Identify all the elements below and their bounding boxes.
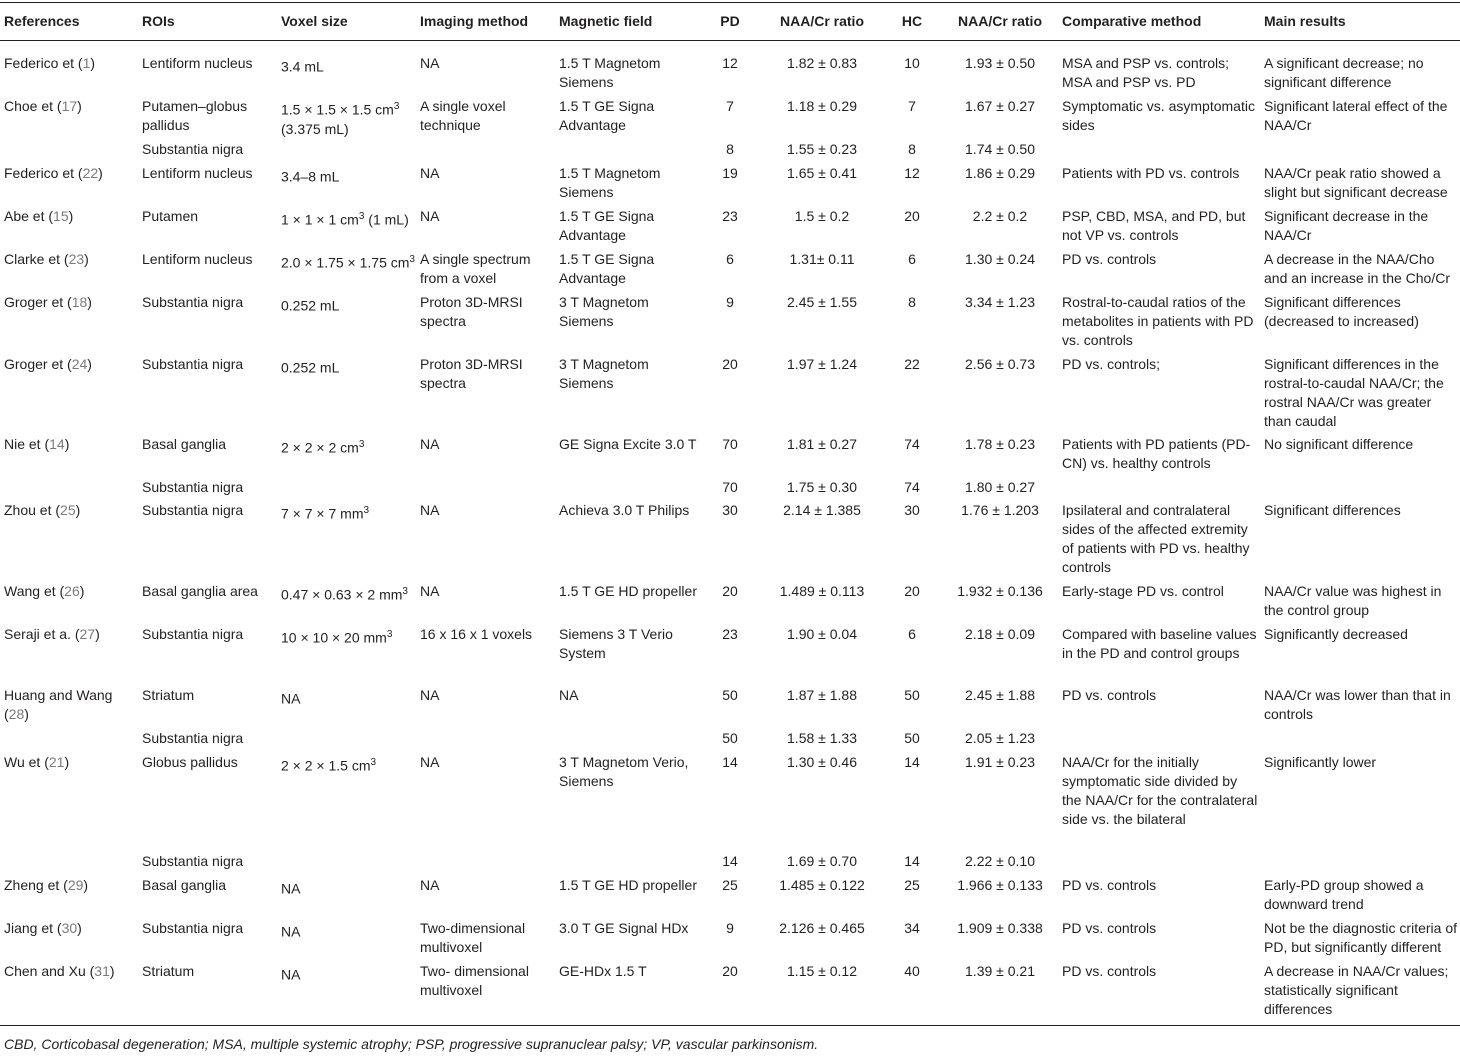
row-pd-count: 70 — [722, 436, 738, 452]
row-pd-count: 30 — [722, 502, 738, 518]
row-imaging-method: NA — [420, 583, 440, 599]
row-main-results: Significantly lower — [1264, 754, 1377, 770]
row-pd-count: 50 — [722, 687, 738, 703]
row-pd-count: 19 — [722, 165, 738, 181]
reference-close: ) — [98, 165, 103, 181]
voxel-extra: (1 mL) — [364, 211, 409, 228]
row-pd-count: 20 — [722, 583, 738, 599]
header-voxel-size: Voxel size — [281, 13, 348, 29]
row-magnetic-field: 1.5 T GE HD propeller — [559, 877, 697, 893]
voxel-value: 3.4–8 mL — [281, 168, 340, 185]
row-reference — [4, 686, 138, 724]
citation-number: 30 — [61, 920, 78, 936]
citation-number: 23 — [68, 251, 85, 267]
reference-text: Seraji et a. ( — [4, 626, 80, 642]
row-comparative-method: Rostral-to-caudal ratios of the metabolites in patients with PD vs. controls — [1062, 294, 1254, 348]
voxel-value: 1.5 × 1.5 × 1.5 cm — [281, 101, 394, 118]
row-roi: Substantia nigra — [142, 479, 244, 495]
header-references: References — [4, 13, 80, 29]
row-roi: Putamen–globus pallidus — [142, 98, 248, 133]
row-reference — [4, 435, 138, 454]
row-voxel-size — [281, 582, 415, 605]
row-comparative-method: Symptomatic vs. asymptomatic sides — [1062, 98, 1255, 133]
row-voxel-size — [281, 501, 415, 524]
table-top-rule — [0, 2, 1460, 3]
row-reference — [4, 355, 138, 374]
citation-number: 26 — [64, 583, 80, 599]
voxel-value: NA — [281, 690, 301, 707]
row-pd-naa-cr-ratio: 2.14 ± 1.385 — [783, 502, 861, 518]
row-magnetic-field: 1.5 T Magnetom Siemens — [559, 165, 661, 200]
reference-text: Federico et ( — [4, 165, 83, 181]
row-hc-naa-cr-ratio: 1.91 ± 0.23 — [965, 754, 1035, 770]
row-pd-naa-cr-ratio: 1.15 ± 0.12 — [787, 963, 857, 979]
row-magnetic-field: Siemens 3 T Verio System — [559, 626, 673, 661]
header-magnetic-field: Magnetic field — [559, 13, 653, 29]
reference-text: Wu et ( — [4, 754, 49, 770]
row-main-results: Significant decrease in the NAA/Cr — [1264, 208, 1429, 243]
reference-text: Abe et ( — [4, 208, 54, 224]
row-hc-count: 74 — [904, 479, 920, 495]
row-pd-naa-cr-ratio: 2.45 ± 1.55 — [787, 294, 857, 310]
voxel-value: NA — [281, 966, 301, 983]
citation-number: 18 — [71, 294, 88, 310]
row-pd-naa-cr-ratio: 1.65 ± 0.41 — [787, 165, 857, 181]
row-hc-count: 6 — [908, 251, 916, 267]
row-magnetic-field: 1.5 T Magnetom Siemens — [559, 55, 661, 90]
reference-close: ) — [79, 583, 85, 599]
row-comparative-method: Early-stage PD vs. control — [1062, 583, 1224, 599]
row-pd-count: 23 — [722, 626, 738, 642]
row-pd-naa-cr-ratio: 1.18 ± 0.29 — [787, 98, 857, 114]
voxel-unit-superscript: 3 — [393, 101, 400, 112]
row-reference — [4, 919, 138, 938]
row-main-results: Significant differences (decreased to increased) — [1264, 294, 1419, 329]
citation-number: 28 — [8, 706, 25, 722]
row-hc-count: 10 — [904, 55, 920, 71]
row-voxel-size — [281, 207, 415, 230]
row-voxel-size — [281, 962, 415, 985]
reference-text: Zheng et ( — [4, 877, 68, 893]
row-pd-naa-cr-ratio: 1.5 ± 0.2 — [794, 208, 850, 224]
voxel-value: 2.0 × 1.75 × 1.75 cm — [281, 254, 410, 271]
row-roi: Substantia nigra — [142, 626, 244, 642]
row-hc-count: 22 — [904, 356, 920, 372]
row-magnetic-field: 3 T Magnetom Verio, Siemens — [559, 754, 689, 789]
row-roi: Striatum — [142, 687, 195, 703]
reference-close: ) — [77, 98, 82, 114]
row-imaging-method: Proton 3D-MRSI spectra — [420, 294, 523, 329]
row-magnetic-field: Achieva 3.0 T Philips — [559, 502, 690, 518]
voxel-value: 1 × 1 × 1 cm — [281, 211, 359, 228]
reference-close: ) — [90, 55, 96, 71]
row-magnetic-field: NA — [559, 687, 579, 703]
header-comparative-method: Comparative method — [1062, 13, 1202, 29]
row-hc-count: 8 — [908, 141, 916, 157]
header-pd: PD — [720, 13, 740, 29]
reference-text: Federico et ( — [4, 55, 83, 71]
row-reference — [4, 501, 138, 520]
row-hc-naa-cr-ratio: 1.78 ± 0.23 — [965, 436, 1035, 452]
table-bottom-rule — [0, 1025, 1460, 1026]
row-comparative-method: Ipsilateral and contralateral sides of the affected extremity of patients with PD vs. healthy controls — [1062, 502, 1250, 575]
row-pd-count: 9 — [726, 294, 734, 310]
voxel-unit-superscript: 3 — [402, 586, 408, 597]
row-roi: Substantia nigra — [142, 502, 244, 518]
row-main-results: A significant decrease; no significant difference — [1264, 55, 1424, 90]
row-magnetic-field: 1.5 T GE Signa Advantage — [559, 208, 655, 243]
row-pd-naa-cr-ratio: 1.485 ± 0.122 — [779, 877, 865, 893]
row-roi: Substantia nigra — [142, 141, 244, 157]
header-rule — [0, 40, 1460, 41]
row-roi: Globus pallidus — [142, 754, 238, 770]
row-pd-naa-cr-ratio: 1.55 ± 0.23 — [787, 141, 857, 157]
voxel-value: 0.252 mL — [281, 297, 340, 314]
citation-number: 21 — [48, 754, 65, 770]
row-reference — [4, 164, 138, 183]
voxel-extra: (3.375 mL) — [281, 120, 349, 137]
row-roi: Substantia nigra — [142, 730, 244, 746]
row-magnetic-field: 3 T Magnetom Siemens — [559, 294, 649, 329]
row-imaging-method: Two- dimensional multivoxel — [420, 963, 529, 998]
row-pd-count: 50 — [722, 730, 738, 746]
row-hc-naa-cr-ratio: 2.05 ± 1.23 — [965, 730, 1035, 746]
row-roi: Lentiform nucleus — [142, 251, 253, 267]
row-magnetic-field: GE Signa Excite 3.0 T — [559, 436, 697, 452]
row-roi: Substantia nigra — [142, 920, 244, 936]
row-pd-naa-cr-ratio: 1.90 ± 0.04 — [787, 626, 857, 642]
reference-close: ) — [109, 963, 115, 979]
header-imaging-method: Imaging method — [420, 13, 529, 29]
voxel-value: 2 × 2 × 2 cm — [281, 439, 359, 456]
row-hc-count: 20 — [904, 208, 920, 224]
row-roi: Basal ganglia — [142, 877, 227, 893]
row-imaging-method: NA — [420, 754, 440, 770]
row-voxel-size — [281, 625, 415, 648]
row-imaging-method: NA — [420, 208, 440, 224]
citation-number: 31 — [94, 963, 110, 979]
row-reference — [4, 97, 138, 116]
row-reference — [4, 207, 138, 226]
citation-number: 15 — [53, 208, 69, 224]
reference-text: Chen and Xu ( — [4, 963, 95, 979]
header-main-results: Main results — [1264, 13, 1346, 29]
row-hc-count: 14 — [904, 754, 920, 770]
row-hc-naa-cr-ratio: 2.18 ± 0.09 — [965, 626, 1035, 642]
reference-text: Groger et ( — [4, 294, 72, 310]
row-voxel-size — [281, 876, 415, 899]
citation-number: 27 — [79, 626, 96, 642]
voxel-value: 0.47 × 0.63 × 2 mm — [281, 586, 403, 603]
reference-text: Huang and Wang ( — [4, 687, 113, 722]
row-main-results: Early-PD group showed a downward trend — [1264, 877, 1424, 912]
row-voxel-size — [281, 164, 415, 187]
row-hc-count: 14 — [904, 853, 920, 869]
reference-close: ) — [64, 436, 70, 452]
citation-number: 29 — [67, 877, 84, 893]
row-hc-count: 34 — [904, 920, 920, 936]
voxel-value: 3.4 mL — [281, 58, 324, 75]
row-pd-count: 6 — [726, 251, 734, 267]
row-roi: Striatum — [142, 963, 195, 979]
reference-text: Wang et ( — [4, 583, 65, 599]
row-imaging-method: NA — [420, 436, 440, 452]
voxel-value: 7 × 7 × 7 mm — [281, 505, 364, 522]
row-hc-count: 12 — [904, 165, 920, 181]
row-comparative-method: Patients with PD patients (PD-CN) vs. healthy controls — [1062, 436, 1251, 471]
reference-close: ) — [84, 251, 89, 267]
reference-close: ) — [64, 754, 70, 770]
row-pd-count: 20 — [722, 356, 738, 372]
row-voxel-size — [281, 97, 415, 139]
row-main-results: Not be the diagnostic criteria of PD, but significantly different — [1264, 920, 1457, 955]
row-imaging-method: NA — [420, 55, 440, 71]
row-hc-count: 6 — [908, 626, 916, 642]
row-hc-count: 20 — [904, 583, 920, 599]
row-roi: Putamen — [142, 208, 199, 224]
row-hc-naa-cr-ratio: 1.966 ± 0.133 — [957, 877, 1043, 893]
row-pd-naa-cr-ratio: 1.31± 0.11 — [789, 251, 855, 267]
row-pd-naa-cr-ratio: 1.82 ± 0.83 — [787, 55, 857, 71]
reference-close: ) — [83, 877, 89, 893]
row-pd-naa-cr-ratio: 1.81 ± 0.27 — [787, 436, 857, 452]
header-hc: HC — [901, 13, 923, 29]
row-main-results: Significant lateral effect of the NAA/Cr — [1264, 98, 1448, 133]
voxel-unit-superscript: 3 — [386, 629, 393, 640]
row-reference — [4, 753, 138, 772]
reference-close: ) — [87, 356, 92, 372]
citation-number: 17 — [61, 98, 78, 114]
row-reference — [4, 293, 138, 312]
row-imaging-method: A single spectrum from a voxel — [420, 251, 531, 286]
row-imaging-method: NA — [420, 877, 440, 893]
row-pd-count: 70 — [722, 479, 738, 495]
voxel-unit-superscript: 3 — [358, 211, 365, 222]
row-voxel-size — [281, 293, 415, 316]
voxel-unit-superscript: 3 — [363, 505, 370, 516]
reference-text: Jiang et ( — [4, 920, 62, 936]
row-hc-naa-cr-ratio: 1.30 ± 0.24 — [965, 251, 1035, 267]
row-hc-count: 74 — [904, 436, 920, 452]
row-hc-naa-cr-ratio: 2.56 ± 0.73 — [965, 356, 1035, 372]
row-main-results: Significant differences — [1264, 502, 1401, 518]
row-magnetic-field: GE-HDx 1.5 T — [559, 963, 647, 979]
reference-text: Clarke et ( — [4, 251, 69, 267]
reference-text: Groger et ( — [4, 356, 72, 372]
row-comparative-method: PD vs. controls — [1062, 963, 1157, 979]
voxel-unit-superscript: 3 — [358, 439, 365, 450]
row-roi: Substantia nigra — [142, 294, 244, 310]
voxel-unit-superscript: 3 — [370, 757, 377, 768]
row-hc-count: 40 — [904, 963, 920, 979]
citation-number: 25 — [60, 502, 76, 518]
row-voxel-size — [281, 435, 415, 458]
row-hc-naa-cr-ratio: 1.67 ± 0.27 — [965, 98, 1035, 114]
row-magnetic-field: 3.0 T GE Signal HDx — [559, 920, 689, 936]
row-voxel-size — [281, 250, 415, 273]
row-main-results: No significant difference — [1264, 436, 1414, 452]
table-footnote: CBD, Corticobasal degeneration; MSA, multiple systemic atrophy; PSP, progressive supranuclear palsy; VP, vascular parkinsonism. — [4, 1036, 819, 1052]
row-hc-naa-cr-ratio: 1.909 ± 0.338 — [957, 920, 1043, 936]
reference-close: ) — [24, 706, 29, 722]
row-roi: Lentiform nucleus — [142, 55, 253, 71]
row-pd-naa-cr-ratio: 1.58 ± 1.33 — [787, 730, 857, 746]
reference-close: ) — [75, 502, 81, 518]
row-pd-count: 25 — [722, 877, 738, 893]
row-main-results: NAA/Cr value was highest in the control group — [1264, 583, 1442, 618]
header-hc-naa-cr-ratio: NAA/Cr ratio — [957, 13, 1042, 29]
row-roi: Lentiform nucleus — [142, 165, 253, 181]
row-reference — [4, 625, 138, 644]
row-hc-naa-cr-ratio: 2.22 ± 0.10 — [965, 853, 1035, 869]
row-hc-naa-cr-ratio: 1.74 ± 0.50 — [965, 141, 1035, 157]
voxel-value: 10 × 10 × 20 mm — [281, 629, 387, 646]
row-pd-naa-cr-ratio: 1.87 ± 1.88 — [787, 687, 857, 703]
row-imaging-method: NA — [420, 165, 440, 181]
row-reference — [4, 54, 138, 73]
header-pd-naa-cr-ratio: NAA/Cr ratio — [779, 13, 864, 29]
row-pd-count: 8 — [726, 141, 734, 157]
reference-text: Nie et ( — [4, 436, 50, 452]
row-imaging-method: A single voxel technique — [420, 98, 506, 133]
row-main-results: A decrease in NAA/Cr values; statistically significant differences — [1264, 963, 1449, 1017]
row-magnetic-field: 1.5 T GE HD propeller — [559, 583, 697, 599]
row-main-results: NAA/Cr peak ratio showed a slight but significant decrease — [1264, 165, 1448, 200]
row-hc-count: 8 — [908, 294, 916, 310]
row-hc-naa-cr-ratio: 2.45 ± 1.88 — [965, 687, 1035, 703]
voxel-value: 0.252 mL — [281, 359, 340, 376]
row-comparative-method: NAA/Cr for the initially symptomatic side divided by the NAA/Cr for the contralateral side vs. the bilateral — [1062, 754, 1258, 827]
row-reference — [4, 582, 138, 601]
row-comparative-method: Compared with baseline values in the PD and control groups — [1062, 626, 1257, 661]
row-pd-naa-cr-ratio: 1.97 ± 1.24 — [787, 356, 857, 372]
row-main-results: A decrease in the NAA/Cho and an increase in the Cho/Cr — [1264, 251, 1450, 286]
row-imaging-method: Proton 3D-MRSI spectra — [420, 356, 523, 391]
row-magnetic-field: 1.5 T GE Signa Advantage — [559, 251, 655, 286]
header-rois: ROIs — [142, 13, 175, 29]
row-imaging-method: 16 x 16 x 1 voxels — [420, 626, 533, 642]
row-hc-naa-cr-ratio: 3.34 ± 1.23 — [965, 294, 1035, 310]
row-hc-naa-cr-ratio: 1.76 ± 1.203 — [961, 502, 1039, 518]
row-main-results: NAA/Cr was lower than that in controls — [1264, 687, 1451, 722]
row-roi: Basal ganglia area — [142, 583, 258, 599]
row-main-results: Significant differences in the rostral-to-caudal NAA/Cr; the rostral NAA/Cr was greater than caudal — [1264, 356, 1444, 429]
row-pd-count: 14 — [722, 853, 738, 869]
row-pd-count: 14 — [722, 754, 738, 770]
row-pd-count: 20 — [722, 963, 738, 979]
row-comparative-method: PD vs. controls — [1062, 877, 1157, 893]
row-pd-count: 23 — [722, 208, 738, 224]
row-comparative-method: PD vs. controls — [1062, 687, 1157, 703]
voxel-value: NA — [281, 880, 301, 897]
row-pd-naa-cr-ratio: 1.30 ± 0.46 — [787, 754, 857, 770]
row-reference — [4, 876, 138, 895]
row-voxel-size — [281, 355, 415, 378]
reference-close: ) — [68, 208, 74, 224]
row-magnetic-field: 3 T Magnetom Siemens — [559, 356, 649, 391]
reference-close: ) — [87, 294, 92, 310]
row-roi: Basal ganglia — [142, 436, 227, 452]
row-roi: Substantia nigra — [142, 356, 244, 372]
voxel-value: NA — [281, 923, 301, 940]
row-comparative-method: PD vs. controls — [1062, 251, 1157, 267]
row-hc-count: 25 — [904, 877, 920, 893]
row-reference — [4, 250, 138, 269]
row-magnetic-field: 1.5 T GE Signa Advantage — [559, 98, 655, 133]
row-hc-naa-cr-ratio: 1.80 ± 0.27 — [965, 479, 1035, 495]
row-reference — [4, 962, 138, 981]
row-main-results: Significantly decreased — [1264, 626, 1408, 642]
row-comparative-method: PSP, CBD, MSA, and PD, but not VP vs. controls — [1062, 208, 1246, 243]
row-hc-naa-cr-ratio: 1.39 ± 0.21 — [965, 963, 1035, 979]
voxel-value: 2 × 2 × 1.5 cm — [281, 757, 371, 774]
reference-text: Zhou et ( — [4, 502, 61, 518]
row-hc-count: 50 — [904, 687, 920, 703]
row-imaging-method: NA — [420, 502, 440, 518]
row-voxel-size — [281, 686, 415, 709]
row-hc-naa-cr-ratio: 1.93 ± 0.50 — [965, 55, 1035, 71]
row-hc-count: 7 — [908, 98, 916, 114]
row-hc-count: 50 — [904, 730, 920, 746]
citation-number: 1 — [82, 55, 91, 71]
voxel-unit-superscript: 3 — [409, 254, 415, 265]
row-roi: Substantia nigra — [142, 853, 244, 869]
row-voxel-size — [281, 919, 415, 942]
row-pd-naa-cr-ratio: 1.75 ± 0.30 — [787, 479, 857, 495]
row-pd-naa-cr-ratio: 1.489 ± 0.113 — [779, 583, 865, 599]
citation-number: 24 — [71, 356, 88, 372]
citation-number: 14 — [49, 436, 65, 452]
row-hc-count: 30 — [904, 502, 920, 518]
row-imaging-method: Two-dimensional multivoxel — [420, 920, 526, 955]
row-pd-naa-cr-ratio: 2.126 ± 0.465 — [779, 920, 865, 936]
row-pd-count: 7 — [726, 98, 734, 114]
row-hc-naa-cr-ratio: 1.86 ± 0.29 — [965, 165, 1035, 181]
row-comparative-method: MSA and PSP vs. controls; MSA and PSP vs. PD — [1062, 55, 1230, 90]
row-comparative-method: Patients with PD vs. controls — [1062, 165, 1240, 181]
citation-number: 22 — [82, 165, 99, 181]
row-pd-count: 9 — [726, 920, 734, 936]
reference-close: ) — [95, 626, 100, 642]
row-imaging-method: NA — [420, 687, 440, 703]
row-pd-naa-cr-ratio: 1.69 ± 0.70 — [787, 853, 857, 869]
row-hc-naa-cr-ratio: 1.932 ± 0.136 — [957, 583, 1043, 599]
row-comparative-method: PD vs. controls — [1062, 920, 1157, 936]
row-pd-count: 12 — [722, 55, 738, 71]
row-hc-naa-cr-ratio: 2.2 ± 0.2 — [972, 208, 1028, 224]
reference-text: Choe et ( — [4, 98, 62, 114]
row-comparative-method: PD vs. controls; — [1062, 356, 1161, 372]
row-voxel-size — [281, 753, 415, 776]
row-voxel-size — [281, 54, 415, 77]
reference-close: ) — [77, 920, 82, 936]
